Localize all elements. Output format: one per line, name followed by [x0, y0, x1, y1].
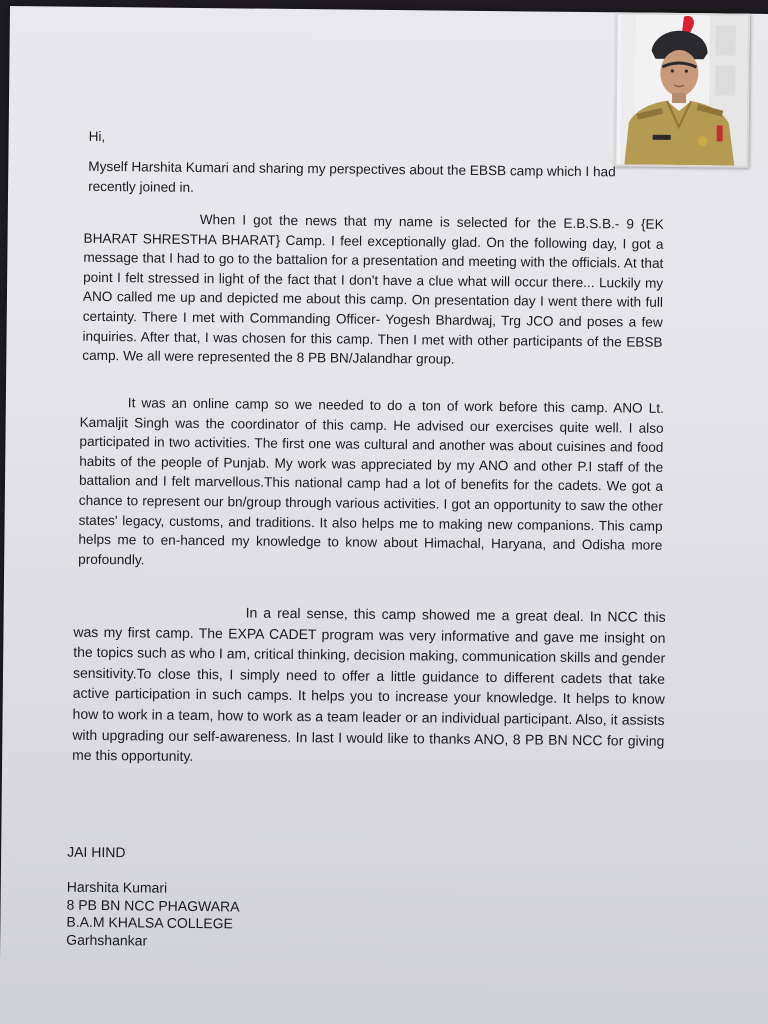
letter-sign-off: JAI HIND [67, 843, 126, 861]
letter-body [66, 123, 666, 948]
signature-unit: 8 PB BN NCC PHAGWARA [66, 896, 240, 914]
signature-name: Harshita Kumari [66, 878, 168, 896]
cadet-photo [614, 12, 750, 167]
letter-greeting: Hi, [88, 128, 106, 145]
signature-college: B.A.M KHALSA COLLEGE [66, 913, 234, 932]
letter-paragraph-2: It was an online camp so we needed to do a ton of work before this camp. ANO Lt. Kamaljit Singh was the coordinator of this camp. He advised our exercises quite well. I also participated in two activities. The first one was cultural and another was about cuisines and food habits of the people of Punjab. My work was appreciated by my ANO and other P.I staff of the battalion and I felt marvellous.This national camp had a lot of benefits for the cadets. We got a chance to represent our bn/group through various activities. I got an opportunity to saw the other states' legacy, customs, and traditions. It also helps me to making new companions. This camp helps me to en-hanced my knowledge to know about Himachal, Haryana, and Odisha more profoundly. [78, 395, 664, 568]
letter-sheet [0, 6, 768, 1024]
signature-block [66, 879, 240, 951]
letter-intro: Myself Harshita Kumari and sharing my perspectives about the EBSB camp which I had recently joined in. [88, 158, 616, 195]
letter-paragraph-1: When I got the news that my name is selected for the E.B.S.B.- 9 {EK BHARAT SHRESTHA BHARAT} Camp. I feel exceptionally glad. On the following day, I got a message that I had to go to the battalion for a presentation and meeting with the officials. At that point I felt stressed in light of the fact that I don't have a clue what will occur there... Luckily my ANO called me up and depicted me about this camp. On presentation day I went there with full certainty. There I met with Commanding Officer- Yogesh Bhardwaj, Trg JCO and poses a few inquiries. After that, I was chosen for this camp. Then I met with other participants of the EBSB camp. We all were represented the 8 PB BN/Jalandhar group. [82, 211, 664, 367]
cadet-portrait-icon [616, 14, 748, 165]
signature-place: Garhshankar [66, 931, 148, 948]
letter-paragraph-3: In a real sense, this camp showed me a great deal. In NCC this was my first camp. The EXPA CADET program was very informative and gave me insight on the topics such as who I am, critical thinking, decision making, communication skills and gender sensitivity.To close this, I simply need to offer a little guidance to different cadets that take active participation in such camps. It helps you to increase your knowledge. It helps to know how to work in a team, how to work as a team leader or an individual participant. Also, it assists with upgrading our self-awareness. In last I would like to thanks ANO, 8 PB BN NCC for giving me this opportunity. [72, 604, 666, 765]
